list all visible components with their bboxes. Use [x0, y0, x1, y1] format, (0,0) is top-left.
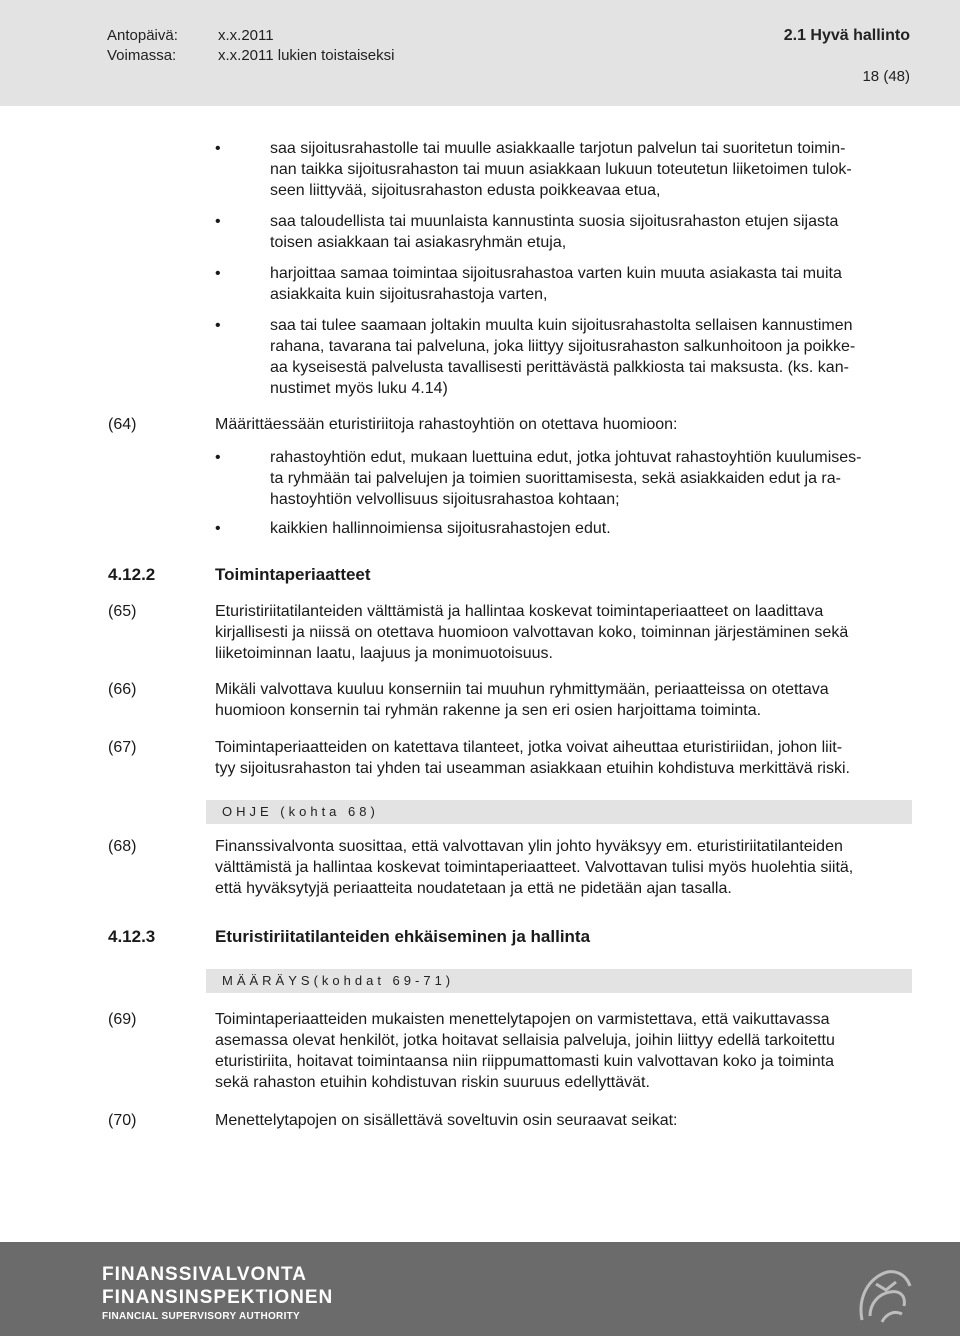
list-item: saa tai tulee saamaan joltakin muulta kuin sijoitusrahastolta sellaisen kannustimen rahana, tavarana tai palveluna, joka liittyy sijoitusrahaston salkunhoitoon ja poikke- aa kyseisestä palvelusta tavallisesti perittävästä palkkiosta tai maksusta. (ks. kan- nustimet myös luku 4.14) [270, 317, 856, 397]
antopaiva-label: Antopäivä: [107, 27, 178, 44]
paragraph-66: Mikäli valvottava kuuluu konserniin tai muuhun ryhmittymään, periaatteissa on otettava huomioon konsernin tai ryhmän rakenne ja sen eri osien harjoittama toiminta. [215, 681, 829, 719]
maarays-box: MÄÄRÄYS(kohdat 69-71) [206, 969, 912, 993]
antopaiva-value: x.x.2011 [218, 27, 274, 44]
page-header [0, 0, 960, 106]
page-number: 18 (48) [862, 68, 910, 85]
logo-line-3: FINANCIAL SUPERVISORY AUTHORITY [102, 1311, 301, 1322]
voimassa-label: Voimassa: [107, 47, 177, 64]
voimassa-value: x.x.2011 lukien toistaiseksi [218, 47, 395, 64]
paragraph-67: Toimintaperiaatteiden on katettava tilanteet, jotka voivat aiheuttaa eturistiriidan, johon liit- tyy sijoitusrahaston tai yhden tai useamman asiakkaan etuihin kohdistuva merkittävä riski. [215, 739, 850, 777]
section-heading: Eturistiriitatilanteiden ehkäiseminen ja hallinta [215, 927, 591, 946]
section-title: 2.1 Hyvä hallinto [783, 27, 910, 44]
paragraph-number: (70) [108, 1112, 137, 1129]
bullet-icon: • [215, 449, 221, 466]
section-number: 4.12.2 [108, 565, 156, 584]
paragraph-number: (64) [108, 416, 137, 433]
paragraph-68: Finanssivalvonta suosittaa, että valvottavan ylin johto hyväksyy em. eturistiriitatilanteiden välttämistä ja hallintaa koskevat toimintaperiaatteet. Valvottavan tulisi myös huolehtia siitä, että hyväksytyjä periaatteita noudatetaan ja että ne pidetään ajan tasalla. [215, 838, 854, 897]
bullet-icon: • [215, 213, 221, 230]
paragraph-65: Eturistiriitatilanteiden välttämistä ja hallintaa koskevat toimintaperiaatteet on laadittava kirjallisesti ja niissä on otettava huomioon valvottavan koko, toiminnan järjestäminen sekä liiketoiminnan laatu, laajuus ja monimuotoisuus. [215, 603, 849, 662]
list-item: harjoittaa samaa toimintaa sijoitusrahastoa varten kuin muuta asiakasta tai muita asiakkaita kuin sijoitusrahastoja varten, [270, 265, 842, 303]
bullet-icon: • [215, 140, 221, 157]
section-heading: Toimintaperiaatteet [215, 565, 371, 584]
page-footer [0, 1242, 960, 1336]
lion-emblem-icon [852, 1260, 916, 1328]
paragraph-number: (66) [108, 681, 137, 698]
paragraph-69: Toimintaperiaatteiden mukaisten menettelytapojen on varmistettava, että vaikuttavassa asemassa olevat henkilöt, jotka hoitavat sellaisia palveluja, joihin liittyy edellä tarkoitettu eturistiriita, hoitavat toimintaansa niin riippumattomasti kuin valvottavan koko ja toiminta sekä rahaston etuihin kohdistuvan riskin suuruus edellyttävät. [215, 1011, 835, 1091]
list-item: rahastoyhtiön edut, mukaan luettuina edut, jotka johtuvat rahastoyhtiön kuulumises- ta ryhmään tai palvelujen ja toimien suorittamisesta, sekä asiakkaiden edut ja ra- hastoyhtiön velvollisuus sijoitusrahastoa kohtaan; [270, 449, 862, 508]
logo-line-2: FINANSINSPEKTIONEN [102, 1287, 334, 1308]
bullet-icon: • [215, 520, 221, 537]
logo-line-1: FINANSSIVALVONTA [102, 1264, 307, 1285]
list-item: kaikkien hallinnoimiensa sijoitusrahastojen edut. [270, 520, 611, 537]
paragraph-64: Määrittäessään eturistiriitoja rahastoyhtiön on otettava huomioon: [215, 416, 678, 433]
paragraph-number: (68) [108, 838, 137, 855]
ohje-box: OHJE (kohta 68) [206, 800, 912, 824]
paragraph-number: (69) [108, 1011, 137, 1028]
paragraph-70: Menettelytapojen on sisällettävä soveltuvin osin seuraavat seikat: [215, 1112, 678, 1129]
paragraph-number: (67) [108, 739, 137, 756]
list-item: saa taloudellista tai muunlaista kannustinta suosia sijoitusrahaston etujen sijasta toisen asiakkaan tai asiakasryhmän etuja, [270, 213, 839, 251]
bullet-icon: • [215, 265, 221, 282]
section-number: 4.12.3 [108, 927, 156, 946]
paragraph-number: (65) [108, 603, 137, 620]
bullet-icon: • [215, 317, 221, 334]
list-item: saa sijoitusrahastolle tai muulle asiakkaalle tarjotun palvelun tai suoritetun toimin- nan taikka sijoitusrahaston tai muun asiakkaan lukuun toteutetun liiketoimen tulok- seen liittyvää, sijoitusrahaston edusta poikkeavaa etua, [270, 140, 852, 199]
